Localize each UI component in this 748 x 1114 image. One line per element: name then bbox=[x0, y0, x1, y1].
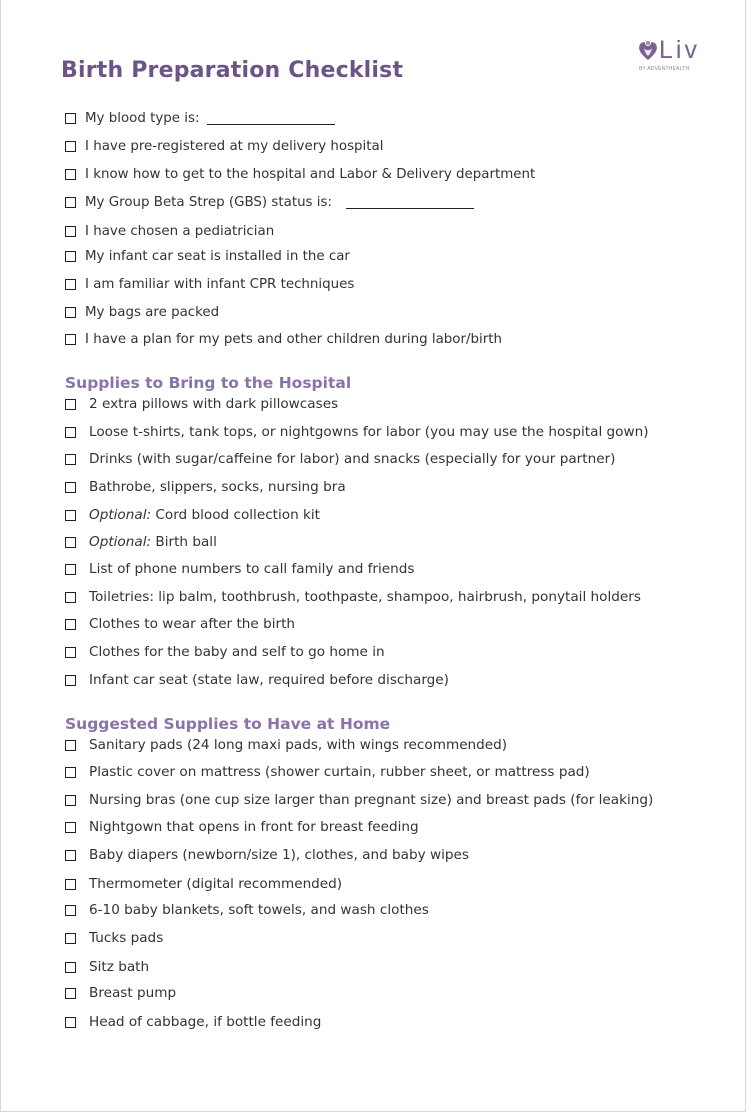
list-item bbox=[65, 818, 419, 836]
item-label: Sitz bath bbox=[89, 959, 150, 975]
checkbox[interactable] bbox=[65, 113, 76, 124]
item-label: Breast pump bbox=[89, 985, 177, 1001]
item-label: Birth ball bbox=[155, 534, 217, 550]
item-label: Loose t-shirts, tank tops, or nightgowns for labor (you may use the hospital gown) bbox=[89, 424, 649, 440]
item-label: My bags are packed bbox=[85, 304, 220, 320]
checklist-item bbox=[65, 137, 383, 155]
checklist-item-blood-type bbox=[65, 109, 335, 127]
item-label: Nursing bras (one cup size larger than pregnant size) and breast pads (for leaking) bbox=[89, 792, 654, 808]
checklist-item bbox=[65, 165, 535, 183]
checklist-item bbox=[65, 222, 274, 240]
item-label: My blood type is: bbox=[85, 110, 200, 126]
checklist-item bbox=[65, 247, 350, 265]
checkbox[interactable] bbox=[65, 905, 76, 916]
page-title: Birth Preparation Checklist bbox=[61, 58, 404, 83]
fill-in-blank[interactable] bbox=[207, 112, 335, 125]
item-label: Nightgown that opens in front for breast feeding bbox=[89, 819, 419, 835]
list-item bbox=[65, 763, 590, 781]
list-item bbox=[65, 984, 176, 1002]
checklist-item bbox=[65, 275, 354, 293]
item-label: Tucks pads bbox=[89, 930, 164, 946]
list-item bbox=[65, 958, 149, 976]
item-prefix: Optional: bbox=[89, 507, 152, 523]
list-item bbox=[65, 478, 346, 496]
item-label: Clothes to wear after the birth bbox=[89, 616, 296, 632]
list-item bbox=[65, 615, 295, 633]
item-label: I know how to get to the hospital and Labor & Delivery department bbox=[85, 166, 536, 182]
checkbox[interactable] bbox=[65, 850, 76, 861]
checkbox[interactable] bbox=[65, 226, 76, 237]
item-label: Thermometer (digital recommended) bbox=[89, 876, 343, 892]
section-heading-home: Suggested Supplies to Have at Home bbox=[65, 715, 391, 733]
item-label: 6-10 baby blankets, soft towels, and wash clothes bbox=[89, 902, 429, 918]
checkbox[interactable] bbox=[65, 399, 76, 410]
section-heading-hospital: Supplies to Bring to the Hospital bbox=[65, 374, 352, 392]
heart-figure-icon bbox=[637, 38, 659, 62]
checklist-item-gbs-status bbox=[65, 193, 474, 211]
checklist-item bbox=[65, 330, 502, 348]
list-item bbox=[65, 791, 653, 809]
item-prefix: Optional: bbox=[89, 534, 152, 550]
checkbox[interactable] bbox=[65, 592, 76, 603]
list-item bbox=[65, 506, 320, 524]
list-item bbox=[65, 533, 217, 551]
list-item bbox=[65, 875, 342, 893]
checklist-item bbox=[65, 303, 219, 321]
checkbox[interactable] bbox=[65, 169, 76, 180]
list-item bbox=[65, 846, 469, 864]
checkbox[interactable] bbox=[65, 962, 76, 973]
checkbox[interactable] bbox=[65, 537, 76, 548]
checkbox[interactable] bbox=[65, 564, 76, 575]
checkbox[interactable] bbox=[65, 251, 76, 262]
item-label: Clothes for the baby and self to go home in bbox=[89, 644, 385, 660]
checkbox[interactable] bbox=[65, 510, 76, 521]
checkbox[interactable] bbox=[65, 454, 76, 465]
item-label: Drinks (with sugar/caffeine for labor) and snacks (especially for your partner) bbox=[89, 451, 616, 467]
item-label: I have a plan for my pets and other children during labor/birth bbox=[85, 331, 502, 347]
item-label: Head of cabbage, if bottle feeding bbox=[89, 1014, 322, 1030]
checkbox[interactable] bbox=[65, 675, 76, 686]
list-item bbox=[65, 560, 415, 578]
item-label: Cord blood collection kit bbox=[155, 507, 321, 523]
checkbox[interactable] bbox=[65, 482, 76, 493]
list-item bbox=[65, 901, 429, 919]
checkbox[interactable] bbox=[65, 307, 76, 318]
list-item bbox=[65, 671, 449, 689]
checkbox[interactable] bbox=[65, 141, 76, 152]
checkbox[interactable] bbox=[65, 933, 76, 944]
list-item bbox=[65, 929, 163, 947]
list-item bbox=[65, 450, 615, 468]
logo-wordmark: Liv bbox=[659, 36, 700, 64]
item-label: List of phone numbers to call family and friends bbox=[89, 561, 415, 577]
list-item bbox=[65, 736, 507, 754]
item-label: My Group Beta Strep (GBS) status is: bbox=[85, 194, 332, 210]
checkbox[interactable] bbox=[65, 988, 76, 999]
item-label: I have chosen a pediatrician bbox=[85, 223, 275, 239]
item-label: Infant car seat (state law, required before discharge) bbox=[89, 672, 449, 688]
list-item bbox=[65, 423, 649, 441]
checkbox[interactable] bbox=[65, 334, 76, 345]
item-label: My infant car seat is installed in the car bbox=[85, 248, 350, 264]
checkbox[interactable] bbox=[65, 1017, 76, 1028]
checkbox[interactable] bbox=[65, 879, 76, 890]
item-label: 2 extra pillows with dark pillowcases bbox=[89, 396, 339, 412]
checkbox[interactable] bbox=[65, 427, 76, 438]
item-label: Toiletries: lip balm, toothbrush, toothpaste, shampoo, hairbrush, ponytail holders bbox=[89, 589, 641, 605]
checkbox[interactable] bbox=[65, 647, 76, 658]
checkbox[interactable] bbox=[65, 619, 76, 630]
brand-logo bbox=[637, 38, 717, 74]
checkbox[interactable] bbox=[65, 740, 76, 751]
item-label: Baby diapers (newborn/size 1), clothes, and baby wipes bbox=[89, 847, 469, 863]
item-label: Bathrobe, slippers, socks, nursing bra bbox=[89, 479, 346, 495]
checkbox[interactable] bbox=[65, 197, 76, 208]
checkbox[interactable] bbox=[65, 795, 76, 806]
list-item bbox=[65, 588, 641, 606]
checkbox[interactable] bbox=[65, 767, 76, 778]
checkbox[interactable] bbox=[65, 822, 76, 833]
checkbox[interactable] bbox=[65, 279, 76, 290]
item-label: Plastic cover on mattress (shower curtain, rubber sheet, or mattress pad) bbox=[89, 764, 590, 780]
list-item bbox=[65, 395, 338, 413]
item-label: I have pre-registered at my delivery hospital bbox=[85, 138, 384, 154]
list-item bbox=[65, 643, 385, 661]
list-item bbox=[65, 1013, 321, 1031]
item-label: Sanitary pads (24 long maxi pads, with wings recommended) bbox=[89, 737, 508, 753]
fill-in-blank[interactable] bbox=[346, 196, 474, 209]
item-label: I am familiar with infant CPR techniques bbox=[85, 276, 355, 292]
logo-subtext: BY ADVENTHEALTH bbox=[639, 66, 690, 72]
